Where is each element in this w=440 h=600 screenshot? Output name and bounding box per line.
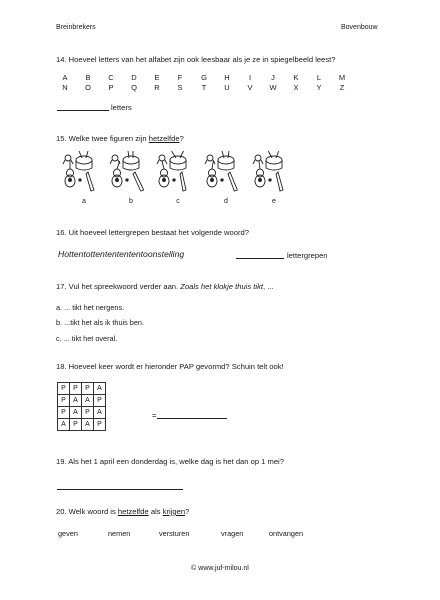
header-left: Breinbrekers — [56, 24, 96, 31]
figure-label: a — [82, 198, 86, 205]
figure-label: c — [176, 198, 180, 205]
grid-cell: A — [82, 395, 94, 407]
grid-cell: P — [70, 383, 82, 395]
grid-cell: P — [82, 383, 94, 395]
question-20-underlined-1: hetzelfde — [117, 507, 149, 516]
figure-label: b — [129, 198, 133, 205]
grid-row — [58, 419, 106, 431]
question-15-underlined: hetzelfde — [148, 134, 180, 143]
grid-cell: A — [70, 395, 82, 407]
alphabet-letter: Y — [316, 83, 322, 92]
alphabet-letter: S — [177, 83, 183, 92]
question-17-prefix: 17. Vul het spreekwoord verder aan. — [56, 282, 181, 291]
alphabet-letter: O — [85, 83, 91, 92]
alphabet-letter: K — [293, 73, 299, 82]
figure-label: e — [272, 198, 276, 205]
grid-cell: P — [82, 407, 94, 419]
word-option-3: versturen — [159, 529, 190, 538]
grid-cell: P — [70, 419, 82, 431]
alphabet-letter: G — [201, 73, 207, 82]
figure-music-instruments-icon[interactable] — [152, 150, 194, 194]
question-20-suffix: ? — [185, 507, 190, 516]
answer-suffix-16: lettergrepen — [287, 251, 328, 260]
grid-cell: P — [58, 383, 70, 395]
question-15 — [56, 134, 184, 143]
question-16: 16. Uit hoeveel lettergrepen bestaat het volgende woord? — [56, 228, 249, 237]
alphabet-letter: R — [154, 83, 160, 92]
alphabet-letter: N — [62, 83, 68, 92]
answer-line-19[interactable] — [57, 489, 183, 490]
alphabet-letter: Z — [339, 83, 345, 92]
alphabet-letter: X — [293, 83, 299, 92]
alphabet-letter: D — [131, 73, 137, 82]
answer-line-14[interactable] — [57, 110, 109, 111]
question-20 — [56, 507, 189, 516]
grid-cell: P — [58, 395, 70, 407]
option-c: c. ... tikt het overal. — [56, 334, 118, 343]
question-17 — [56, 282, 274, 291]
question-20-prefix: 20. Welk woord is — [56, 507, 118, 516]
grid-cell: A — [94, 407, 106, 419]
answer-line-16[interactable] — [236, 258, 284, 259]
word-option-5: ontvangen — [269, 529, 304, 538]
equals-sign: = — [152, 411, 157, 420]
question-19: 19. Als het 1 april een donderdag is, welke dag is het dan op 1 mei? — [56, 457, 284, 466]
question-15-prefix: 15. Welke twee figuren zijn — [56, 134, 149, 143]
header-right: Bovenbouw — [341, 24, 378, 31]
alphabet-letter: A — [62, 73, 68, 82]
option-a: a. ... tikt het nergens. — [56, 303, 125, 312]
figure-music-instruments-icon[interactable] — [200, 150, 242, 194]
alphabet-letter: Q — [131, 83, 137, 92]
grid-cell: P — [94, 419, 106, 431]
pap-grid — [57, 382, 106, 431]
grid-cell: A — [82, 419, 94, 431]
grid-cell: A — [58, 419, 70, 431]
figure-music-instruments-icon[interactable] — [58, 150, 100, 194]
alphabet-letter: H — [224, 73, 230, 82]
question-20-underlined-2: krijgen — [162, 507, 186, 516]
grid-row — [58, 383, 106, 395]
word-option-1: geven — [58, 529, 78, 538]
grid-cell: P — [94, 395, 106, 407]
question-17-suffix: , ... — [262, 282, 274, 291]
question-17-italic: Zoals het klokje thuis tikt — [180, 282, 263, 291]
alphabet-letter: T — [201, 83, 207, 92]
grid-cell: A — [94, 383, 106, 395]
figure-label: d — [224, 198, 228, 205]
question-20-middle: als — [148, 507, 163, 516]
alphabet-letter: V — [247, 83, 253, 92]
word-option-4: vragen — [221, 529, 244, 538]
alphabet-letter: L — [316, 73, 322, 82]
alphabet-letter: C — [108, 73, 114, 82]
grid-cell: P — [58, 407, 70, 419]
alphabet-letter: F — [177, 73, 183, 82]
alphabet-letter: E — [154, 73, 160, 82]
question-14: 14. Hoeveel letters van het alfabet zijn ook leesbaar als je ze in spiegelbeeld leest? — [56, 55, 336, 64]
alphabet-letter: J — [271, 73, 275, 82]
question-18: 18. Hoeveel keer wordt er hieronder PAP gevormd? Schuin telt ook! — [56, 362, 284, 371]
alphabet-letter: M — [338, 73, 346, 82]
figure-music-instruments-icon[interactable] — [248, 150, 290, 194]
word-option-2: nemen — [108, 529, 131, 538]
footer: © www.juf-milou.nl — [191, 565, 249, 572]
long-word: Hottentottententententoonstelling — [58, 249, 185, 259]
alphabet-letter: I — [248, 73, 252, 82]
answer-line-18[interactable] — [157, 418, 227, 419]
alphabet-letter: U — [224, 83, 230, 92]
alphabet-letter: P — [108, 83, 114, 92]
figure-music-instruments-icon[interactable] — [105, 150, 147, 194]
question-15-suffix: ? — [179, 134, 184, 143]
grid-row — [58, 395, 106, 407]
grid-row — [58, 407, 106, 419]
alphabet-letter: B — [85, 73, 91, 82]
grid-cell: A — [70, 407, 82, 419]
option-b: b. ...tikt het als ik thuis ben. — [56, 318, 145, 327]
answer-suffix-14: letters — [111, 103, 132, 112]
alphabet-letter: W — [269, 83, 277, 92]
